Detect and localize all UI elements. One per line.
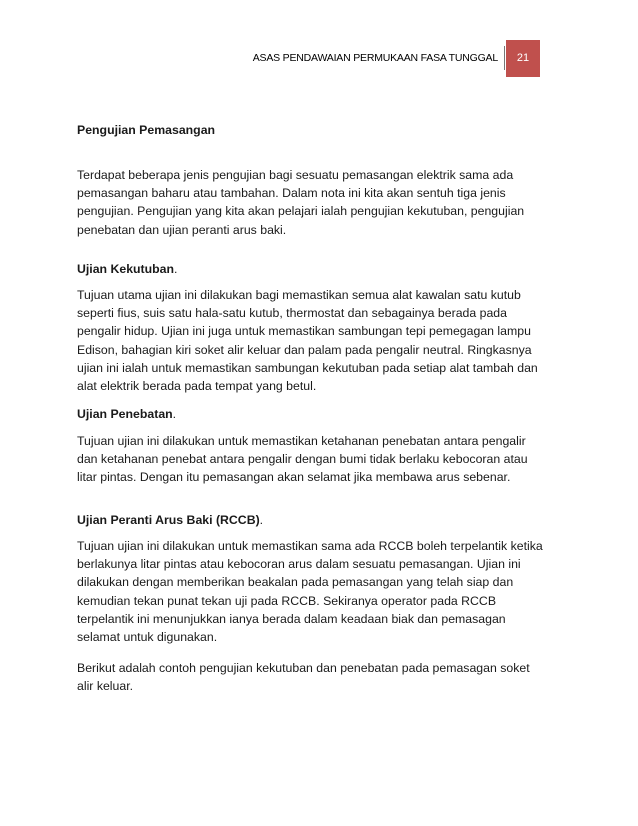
rccb-heading-line <box>77 511 547 529</box>
polarity-heading-line <box>77 260 547 278</box>
insulation-heading-line <box>77 405 547 423</box>
polarity-heading-suffix: . <box>174 262 178 276</box>
closing-paragraph: Berikut adalah contoh pengujian kekutuban dan penebatan pada pemasagan soket alir keluar. <box>77 661 530 694</box>
section-heading-pengujian-pemasangan: Pengujian Pemasangan <box>77 123 216 137</box>
rccb-heading: Ujian Peranti Arus Baki (RCCB) <box>77 513 260 527</box>
running-header-title: ASAS PENDAWAIAN PERMUKAAN FASA TUNGGAL <box>252 52 498 64</box>
polarity-heading: Ujian Kekutuban <box>77 262 175 276</box>
header-divider <box>504 46 505 70</box>
page-number-badge: 21 <box>506 40 540 77</box>
intro-paragraph: Terdapat beberapa jenis pengujian bagi sesuatu pemasangan elektrik sama ada pemasangan baharu atau tambahan. Dalam nota ini kita akan sentuh tiga jenis pengujian. Pengujian yang kita akan pelajari ialah pengujian kekutuban, pengujian penebatan dan ujian peranti arus baki. <box>77 168 525 237</box>
polarity-paragraph: Tujuan utama ujian ini dilakukan bagi memastikan semua alat kawalan satu kutub seperti fius, suis satu hala-satu kutub, thermostat dan sebagainya berada pada pengalir hidup. Ujian ini juga untuk memastikan sambungan tepi pemegagan lampu Edison, bahagian kiri soket alir keluar dan palam pada pengalir neutral. Ringkasnya ujian ini ialah untuk memastikan sambungan kekutuban pada setiap alat tambah dan alat elektrik berada pada tempat yang betul. <box>77 288 538 394</box>
insulation-heading-suffix: . <box>172 407 177 421</box>
rccb-paragraph: Tujuan ujian ini dilakukan untuk memastikan sama ada RCCB boleh terpelantik ketika berlakunya litar pintas atau kebocoran arus dalam sesuatu pemasangan. Ujian ini dilakukan dengan memberikan beakalan pada pemasangan yang telah siap dan kemudian tekan punat tekan uji pada RCCB. Sekiranya operator pada RCCB terpelantik ini menunjukkan ianya berada dalam keadaan biak dan pemasagan selamat untuk digunakan. <box>77 539 543 645</box>
insulation-paragraph: Tujuan ujian ini dilakukan untuk memastikan ketahanan penebatan antara pengalir dan ketahanan penebat antara pengalir dengan bumi tidak berlaku kebocoran atau litar pintas. Dengan itu pemasangan akan selamat jika membawa arus sebenar. <box>77 434 528 485</box>
insulation-heading: Ujian Penebatan <box>77 407 173 421</box>
rccb-heading-suffix: . <box>259 513 264 527</box>
